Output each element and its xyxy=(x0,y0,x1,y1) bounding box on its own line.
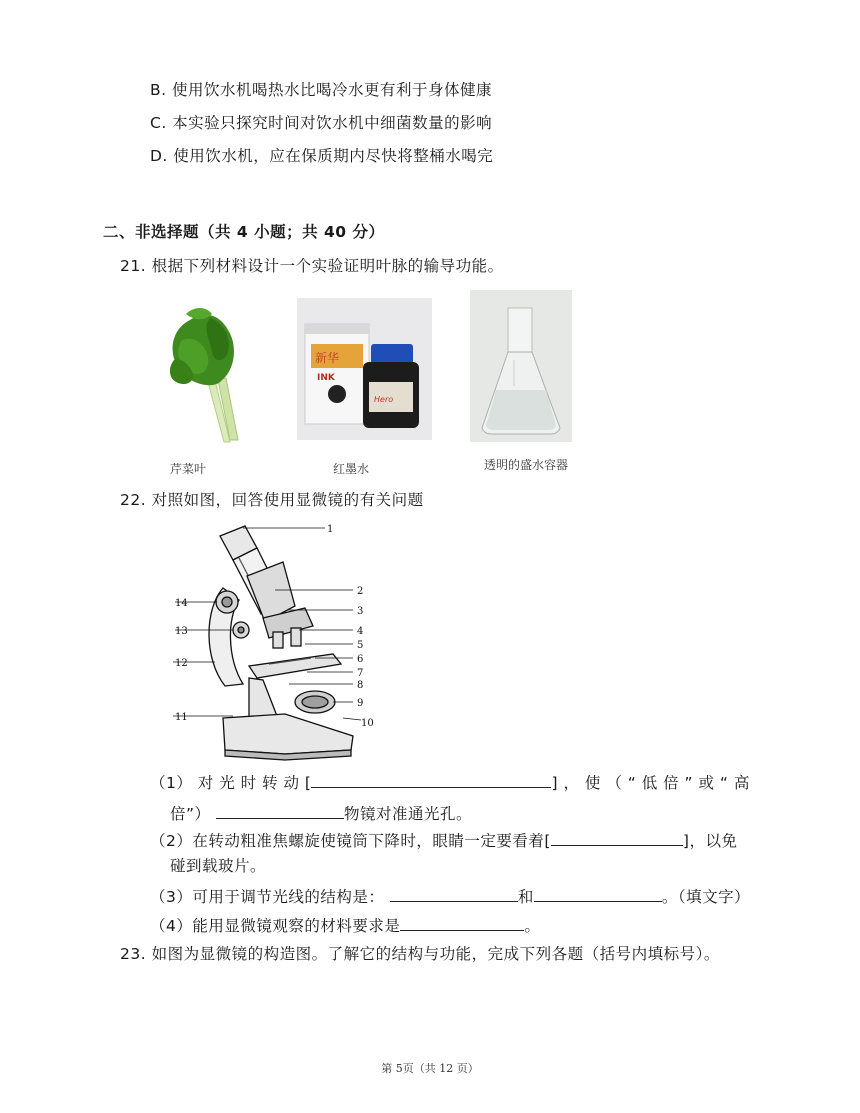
q22-part1-line1 xyxy=(150,771,750,793)
q22-p4-text-a: （4）能用显微镜观察的材料要求是 xyxy=(150,917,401,935)
label-5: 5 xyxy=(357,640,364,651)
answer-blank-knob[interactable] xyxy=(311,771,551,788)
q22-part1-line2 xyxy=(170,802,472,824)
label-4: 4 xyxy=(357,626,364,637)
q22-p1-text-d: 物镜对准通光孔。 xyxy=(343,805,472,823)
question-23: 23. 如图为显微镜的构造图。了解它的结构与功能，完成下列各题（括号内填标号）。 xyxy=(120,945,720,963)
q22-p2-text-a: （2）在转动粗准焦螺旋使镜筒下降时，眼睛一定要看着[ xyxy=(150,832,551,850)
answer-blank-eye[interactable] xyxy=(551,829,683,846)
label-2: 2 xyxy=(357,586,364,597)
label-7: 7 xyxy=(357,668,364,679)
option-c: C. 本实验只探究时间对饮水机中细菌数量的影响 xyxy=(150,114,493,132)
q22-part2-line1 xyxy=(150,829,737,851)
q22-part3 xyxy=(150,885,750,907)
caption-flask: 透明的盛水容器 xyxy=(484,458,569,472)
q22-p4-text-b: 。 xyxy=(524,917,541,935)
q22-p3-text-b: 和 xyxy=(517,888,534,906)
label-3: 3 xyxy=(357,606,364,617)
answer-blank-objective[interactable] xyxy=(216,802,344,819)
question-21: 21. 根据下列材料设计一个实验证明叶脉的输导功能。 xyxy=(120,257,504,275)
label-1: 1 xyxy=(327,524,334,535)
label-11: 11 xyxy=(175,712,188,723)
caption-celery: 芹菜叶 xyxy=(170,462,207,476)
q22-p1-text-b: ] ， 使 （ “ 低 倍 ” 或 “ 高 xyxy=(551,774,750,792)
label-14: 14 xyxy=(175,598,188,609)
ink-image xyxy=(297,298,432,440)
section-title: 二、非选择题（共 4 小题；共 40 分） xyxy=(103,223,385,241)
answer-blank-light-1[interactable] xyxy=(390,885,518,902)
answer-blank-light-2[interactable] xyxy=(534,885,662,902)
q22-p2-text-b: ]，以免 xyxy=(682,832,738,850)
microscope-diagram xyxy=(165,518,380,763)
svg-text:新华: 新华 xyxy=(315,351,340,365)
svg-text:Hero: Hero xyxy=(374,395,394,404)
q22-part2-line2: 碰到载玻片。 xyxy=(170,857,267,875)
label-9: 9 xyxy=(357,698,364,709)
label-13: 13 xyxy=(175,626,188,637)
flask-image xyxy=(470,290,572,442)
option-d: D. 使用饮水机，应在保质期内尽快将整桶水喝完 xyxy=(150,147,494,165)
label-10: 10 xyxy=(361,718,374,729)
label-12: 12 xyxy=(175,658,188,669)
q22-p1-text-a: （1） 对 光 时 转 动 [ xyxy=(150,774,312,792)
answer-blank-material[interactable] xyxy=(400,914,524,931)
label-8: 8 xyxy=(357,680,364,691)
option-b: B. 使用饮水机喝热水比喝冷水更有利于身体健康 xyxy=(150,81,492,99)
page-footer: 第 5页（共 12 页） xyxy=(381,1062,479,1075)
q22-p3-text-c: 。（填文字） xyxy=(661,888,751,906)
svg-text:INK: INK xyxy=(317,373,335,383)
q22-p1-text-c: 倍”） xyxy=(170,805,211,823)
q22-part4 xyxy=(150,914,540,936)
question-22: 22. 对照如图，回答使用显微镜的有关问题 xyxy=(120,491,424,509)
caption-ink: 红墨水 xyxy=(333,462,370,476)
q22-p3-text-a: （3）可用于调节光线的结构是： xyxy=(150,888,385,906)
celery-image xyxy=(160,300,270,445)
label-6: 6 xyxy=(357,654,364,665)
